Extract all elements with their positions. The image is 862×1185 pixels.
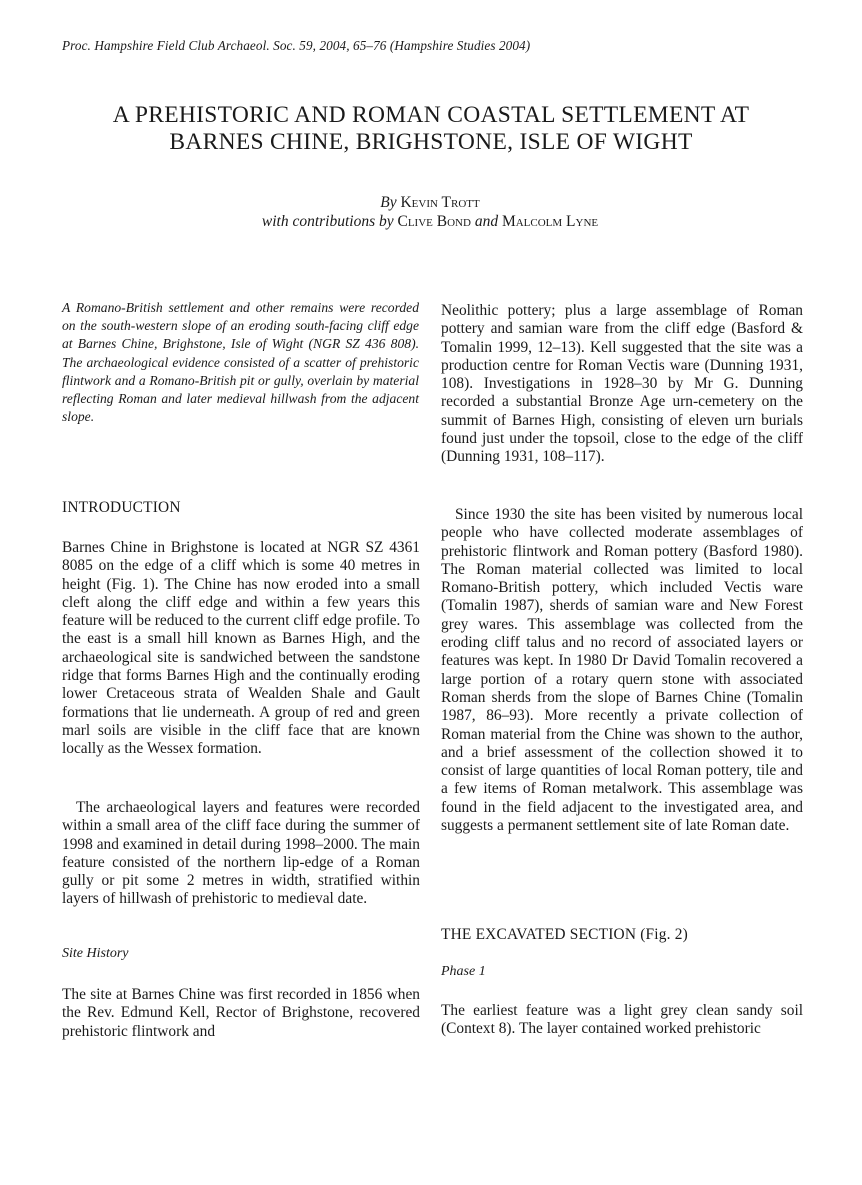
- intro-p2-text: The archaeological layers and features were recorded within a small area of the cliff face during the summer of 1998 and examined in detail during 1998–2000. The main feature consisted of the northern lip-edge of a Roman gully or pit some 2 metres in width, stratified within layers of hillwash of prehistoric to medieval date.: [62, 799, 420, 908]
- contributor-2: Malcolm Lyne: [501, 213, 599, 230]
- right-paragraph-1: [441, 302, 803, 467]
- site-history-heading: Site History: [62, 946, 129, 961]
- intro-p1-text: Barnes Chine in Brighstone is located at NGR SZ 4361 8085 on the edge of a cliff which is some 40 metres in height (Fig. 1). The Chine has now eroded into a small cleft along the cliff edge and within a few years this feature will be reduced to the current cliff edge profile. To the east is a small hill known as Barnes High, and the archaeological site is sandwiched between the sandstone ridge that forms Barnes High and the continually eroding lower Cretaceous strata of Wealden Shale and Gault formations that lie underneath. A group of red and green marl soils are visible in the cliff face that are known locally as the Wessex formation.: [62, 539, 420, 758]
- right-paragraph-2: [441, 506, 803, 835]
- introduction-heading: INTRODUCTION: [62, 499, 181, 516]
- author-line: [120, 193, 740, 212]
- title-line-2: BARNES CHINE, BRIGHSTONE, ISLE OF WIGHT: [169, 129, 693, 155]
- contributors-line: [120, 212, 740, 231]
- contributor-1: Clive Bond: [397, 213, 471, 230]
- article-title: [40, 102, 822, 156]
- by-word: By: [380, 194, 397, 211]
- phase-1-paragraph: [441, 1002, 803, 1039]
- intro-paragraph-1: [62, 539, 420, 759]
- byline: [120, 193, 740, 231]
- site-history-text: The site at Barnes Chine was first recorded in 1856 when the Rev. Edmund Kell, Rector of Brighstone, recovered prehistoric flintwork and: [62, 986, 420, 1040]
- journal-citation: Proc. Hampshire Field Club Archaeol. Soc. 59, 2004, 65–76 (Hampshire Studies 2004): [62, 38, 531, 53]
- right-p1-text: Neolithic pottery; plus a large assemblage of Roman pottery and samian ware from the cliff edge (Basford & Tomalin 1999, 12–13). Kell suggested that the site was a production centre for Roman Vectis ware (Dunning 1931, 108). Investigations in 1928–30 by Mr G. Dunning recorded a substantial Bronze Age urn-cemetery on the summit of Barnes High, consisting of eleven urn burials found just under the topsoil, close to the edge of the cliff (Dunning 1931, 108–117).: [441, 302, 803, 466]
- title-line-1: A PREHISTORIC AND ROMAN COASTAL SETTLEMENT AT: [112, 102, 750, 128]
- and-word: and: [474, 213, 499, 230]
- right-p2-text: Since 1930 the site has been visited by numerous local people who have collected moderate assemblages of prehistoric flintwork and Roman pottery (Basford 1980). The Roman material collected was limited to local Romano-British pottery, which included Vectis ware (Tomalin 1987), sherds of samian ware and New Forest grey wares. This assemblage was collected from the eroding cliff talus and no record of associated layers or features was kept. In 1980 Dr David Tomalin recovered a large portion of a rotary quern stone with associated Roman sherds from the slope of Barnes Chine (Tomalin 1987, 86–93). More recently a private collection of Roman material from the Chine was shown to the author, and a brief assessment of the collection showed it to consist of large quantities of local Roman pottery, tile and a few items of Roman metalwork. This assemblage was found in the field adjacent to the investigated area, and suggests a permanent settlement site of late Roman date.: [441, 506, 803, 835]
- author-name: Kevin Trott: [400, 194, 480, 211]
- excavated-section-heading: THE EXCAVATED SECTION (Fig. 2): [441, 926, 688, 943]
- phase-1-text: The earliest feature was a light grey clean sandy soil (Context 8). The layer contained worked prehistoric: [441, 1002, 803, 1038]
- site-history-paragraph: [62, 986, 420, 1041]
- phase-1-heading: Phase 1: [441, 964, 486, 979]
- abstract: A Romano-British settlement and other remains were recorded on the south-western slope of an eroding south-facing cliff edge at Barnes Chine, Brighstone, Isle of Wight (NGR SZ 436 808). The archaeological evidence consisted of a scatter of prehistoric flintwork and a Romano-British pit or gully, overlain by material reflecting Roman and later medieval hillwash from the adjacent slope.: [62, 300, 419, 425]
- contributions-prefix: with contributions by: [261, 213, 394, 230]
- intro-paragraph-2: [62, 799, 420, 909]
